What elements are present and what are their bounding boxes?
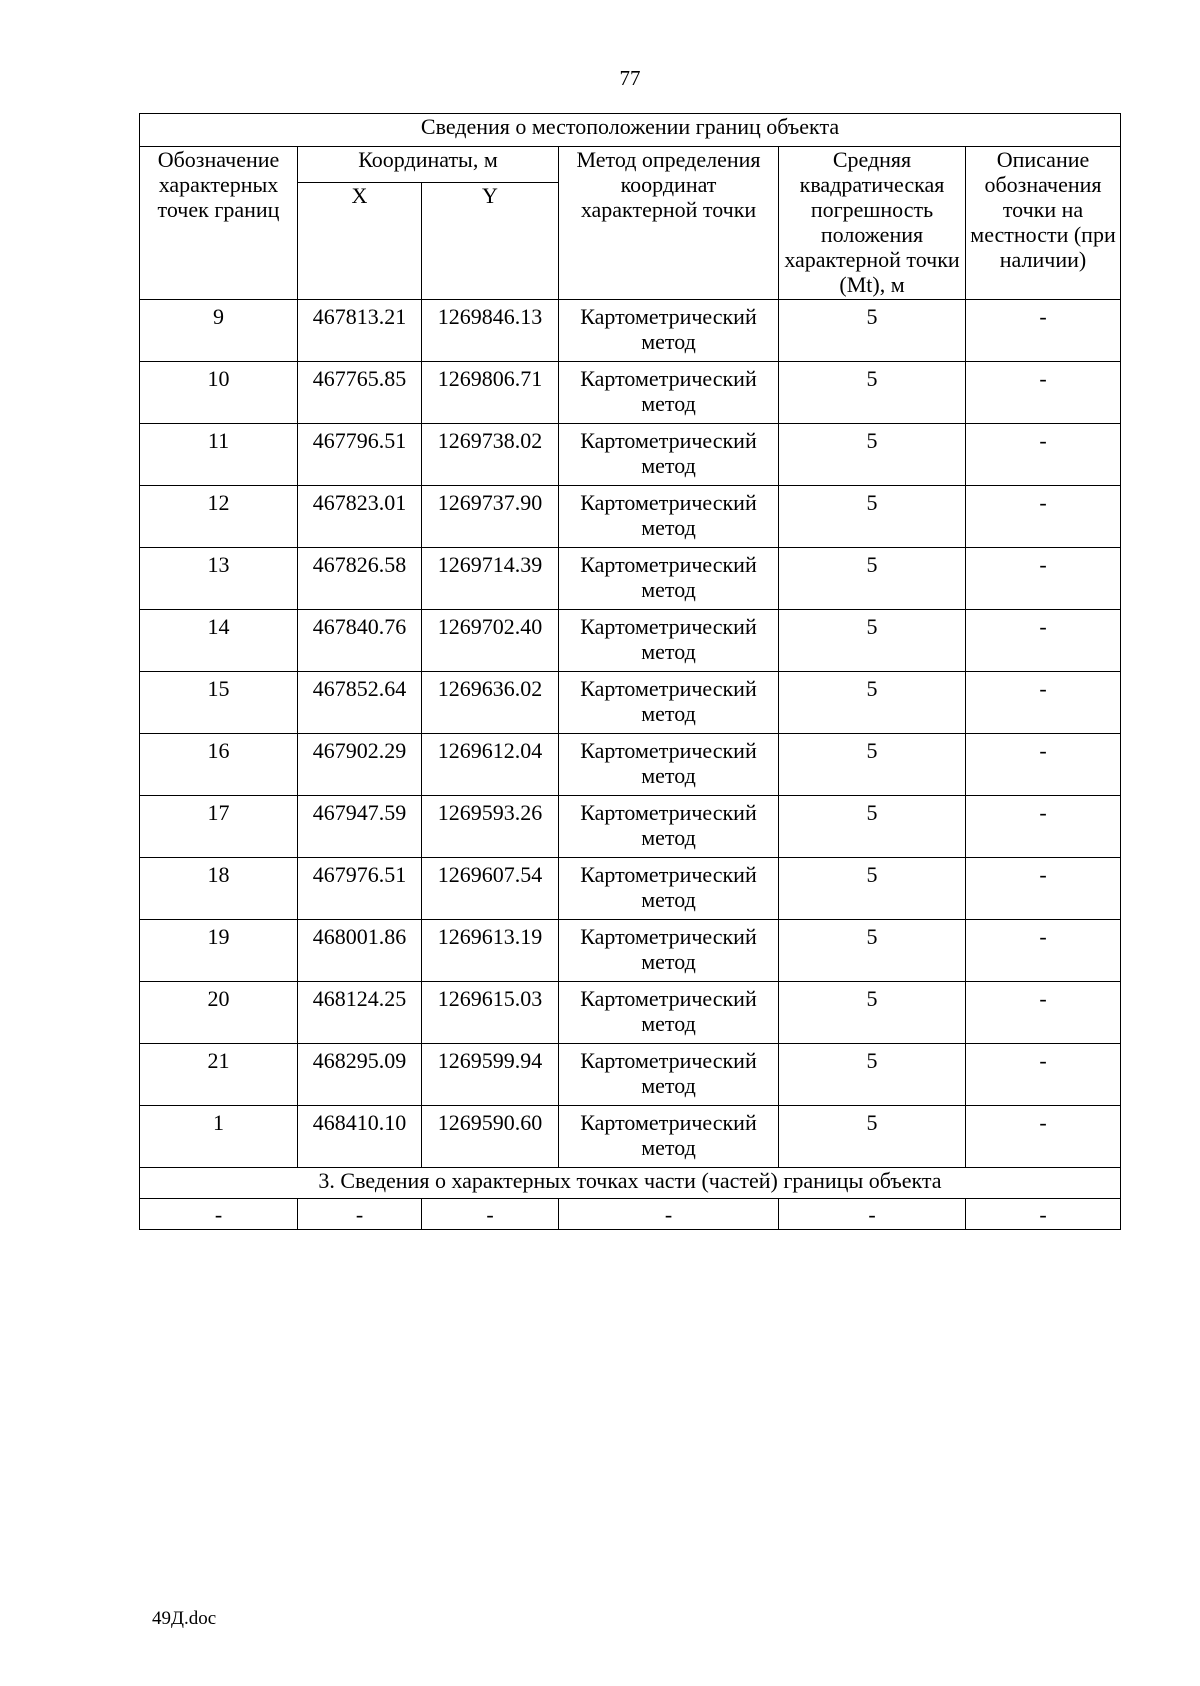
- method-cell: Картометрический метод: [559, 920, 779, 982]
- x-coordinate-cell: 468001.86: [298, 920, 422, 982]
- description-cell: -: [966, 734, 1121, 796]
- x-coordinate-cell: 467976.51: [298, 858, 422, 920]
- y-coordinate-cell: 1269636.02: [422, 672, 559, 734]
- section3-cell: -: [422, 1199, 559, 1230]
- y-coordinate-cell: 1269615.03: [422, 982, 559, 1044]
- point-cell: 20: [140, 982, 298, 1044]
- mean-error-cell: 5: [779, 672, 966, 734]
- method-cell: Картометрический метод: [559, 796, 779, 858]
- footer-filename: 49Д.doc: [152, 1608, 217, 1629]
- point-cell: 17: [140, 796, 298, 858]
- point-cell: 19: [140, 920, 298, 982]
- table-row: [140, 796, 1121, 858]
- description-cell: -: [966, 858, 1121, 920]
- point-cell: 10: [140, 362, 298, 424]
- x-coordinate-cell: 467796.51: [298, 424, 422, 486]
- x-coordinate-cell: 467765.85: [298, 362, 422, 424]
- header-method: Метод определения координат характерной точки: [559, 147, 779, 300]
- mean-error-cell: 5: [779, 858, 966, 920]
- table-row: [140, 858, 1121, 920]
- y-coordinate-cell: 1269846.13: [422, 300, 559, 362]
- section3-cell: -: [779, 1199, 966, 1230]
- y-coordinate-cell: 1269593.26: [422, 796, 559, 858]
- y-coordinate-cell: 1269599.94: [422, 1044, 559, 1106]
- header-point-designation: Обозначение характерных точек границ: [140, 147, 298, 300]
- method-cell: Картометрический метод: [559, 1106, 779, 1168]
- table-row: [140, 1044, 1121, 1106]
- point-cell: 9: [140, 300, 298, 362]
- y-coordinate-cell: 1269714.39: [422, 548, 559, 610]
- section3-empty-row: [140, 1199, 1121, 1230]
- header-description: Описание обозначения точки на местности (при наличии): [966, 147, 1121, 300]
- mean-error-cell: 5: [779, 982, 966, 1044]
- description-cell: -: [966, 486, 1121, 548]
- x-coordinate-cell: 468410.10: [298, 1106, 422, 1168]
- mean-error-cell: 5: [779, 548, 966, 610]
- point-cell: 14: [140, 610, 298, 672]
- y-coordinate-cell: 1269590.60: [422, 1106, 559, 1168]
- section3-cell: -: [966, 1199, 1121, 1230]
- table-row: [140, 920, 1121, 982]
- x-coordinate-cell: 467840.76: [298, 610, 422, 672]
- point-cell: 21: [140, 1044, 298, 1106]
- description-cell: -: [966, 548, 1121, 610]
- mean-error-cell: 5: [779, 920, 966, 982]
- mean-error-cell: 5: [779, 486, 966, 548]
- section3-cell: -: [140, 1199, 298, 1230]
- method-cell: Картометрический метод: [559, 858, 779, 920]
- section3-cell: -: [298, 1199, 422, 1230]
- point-cell: 1: [140, 1106, 298, 1168]
- point-cell: 15: [140, 672, 298, 734]
- header-y: Y: [422, 183, 559, 300]
- y-coordinate-cell: 1269607.54: [422, 858, 559, 920]
- description-cell: -: [966, 424, 1121, 486]
- method-cell: Картометрический метод: [559, 734, 779, 796]
- method-cell: Картометрический метод: [559, 610, 779, 672]
- description-cell: -: [966, 1044, 1121, 1106]
- table-row: [140, 486, 1121, 548]
- description-cell: -: [966, 300, 1121, 362]
- boundary-coordinates-table: [139, 113, 1121, 1230]
- description-cell: -: [966, 362, 1121, 424]
- table-title: Сведения о местоположении границ объекта: [140, 114, 1121, 147]
- x-coordinate-cell: 468124.25: [298, 982, 422, 1044]
- x-coordinate-cell: 467823.01: [298, 486, 422, 548]
- table-row: [140, 424, 1121, 486]
- header-coordinates: Координаты, м: [298, 147, 559, 183]
- description-cell: -: [966, 610, 1121, 672]
- method-cell: Картометрический метод: [559, 486, 779, 548]
- table-row: [140, 362, 1121, 424]
- table-row: [140, 300, 1121, 362]
- table-row: [140, 1106, 1121, 1168]
- table-row: [140, 610, 1121, 672]
- method-cell: Картометрический метод: [559, 424, 779, 486]
- section3-title: 3. Сведения о характерных точках части (частей) границы объекта: [140, 1168, 1121, 1199]
- section3-cell: -: [559, 1199, 779, 1230]
- x-coordinate-cell: 467947.59: [298, 796, 422, 858]
- point-cell: 16: [140, 734, 298, 796]
- header-x: X: [298, 183, 422, 300]
- method-cell: Картометрический метод: [559, 362, 779, 424]
- table-row: [140, 672, 1121, 734]
- mean-error-cell: 5: [779, 610, 966, 672]
- description-cell: -: [966, 672, 1121, 734]
- y-coordinate-cell: 1269613.19: [422, 920, 559, 982]
- mean-error-cell: 5: [779, 362, 966, 424]
- y-coordinate-cell: 1269612.04: [422, 734, 559, 796]
- table-row: [140, 982, 1121, 1044]
- x-coordinate-cell: 467852.64: [298, 672, 422, 734]
- mean-error-cell: 5: [779, 1106, 966, 1168]
- page-number: 77: [619, 66, 641, 90]
- method-cell: Картометрический метод: [559, 982, 779, 1044]
- method-cell: Картометрический метод: [559, 672, 779, 734]
- description-cell: -: [966, 982, 1121, 1044]
- x-coordinate-cell: 467813.21: [298, 300, 422, 362]
- header-mean-error: Средняя квадратическая погрешность положения характерной точки (Mt), м: [779, 147, 966, 300]
- y-coordinate-cell: 1269738.02: [422, 424, 559, 486]
- description-cell: -: [966, 1106, 1121, 1168]
- description-cell: -: [966, 796, 1121, 858]
- point-cell: 12: [140, 486, 298, 548]
- table-row: [140, 734, 1121, 796]
- y-coordinate-cell: 1269737.90: [422, 486, 559, 548]
- mean-error-cell: 5: [779, 1044, 966, 1106]
- description-cell: -: [966, 920, 1121, 982]
- point-cell: 11: [140, 424, 298, 486]
- mean-error-cell: 5: [779, 300, 966, 362]
- x-coordinate-cell: 467826.58: [298, 548, 422, 610]
- point-cell: 18: [140, 858, 298, 920]
- mean-error-cell: 5: [779, 424, 966, 486]
- mean-error-cell: 5: [779, 734, 966, 796]
- method-cell: Картометрический метод: [559, 1044, 779, 1106]
- x-coordinate-cell: 468295.09: [298, 1044, 422, 1106]
- method-cell: Картометрический метод: [559, 548, 779, 610]
- y-coordinate-cell: 1269806.71: [422, 362, 559, 424]
- point-cell: 13: [140, 548, 298, 610]
- mean-error-cell: 5: [779, 796, 966, 858]
- table-row: [140, 548, 1121, 610]
- x-coordinate-cell: 467902.29: [298, 734, 422, 796]
- y-coordinate-cell: 1269702.40: [422, 610, 559, 672]
- method-cell: Картометрический метод: [559, 300, 779, 362]
